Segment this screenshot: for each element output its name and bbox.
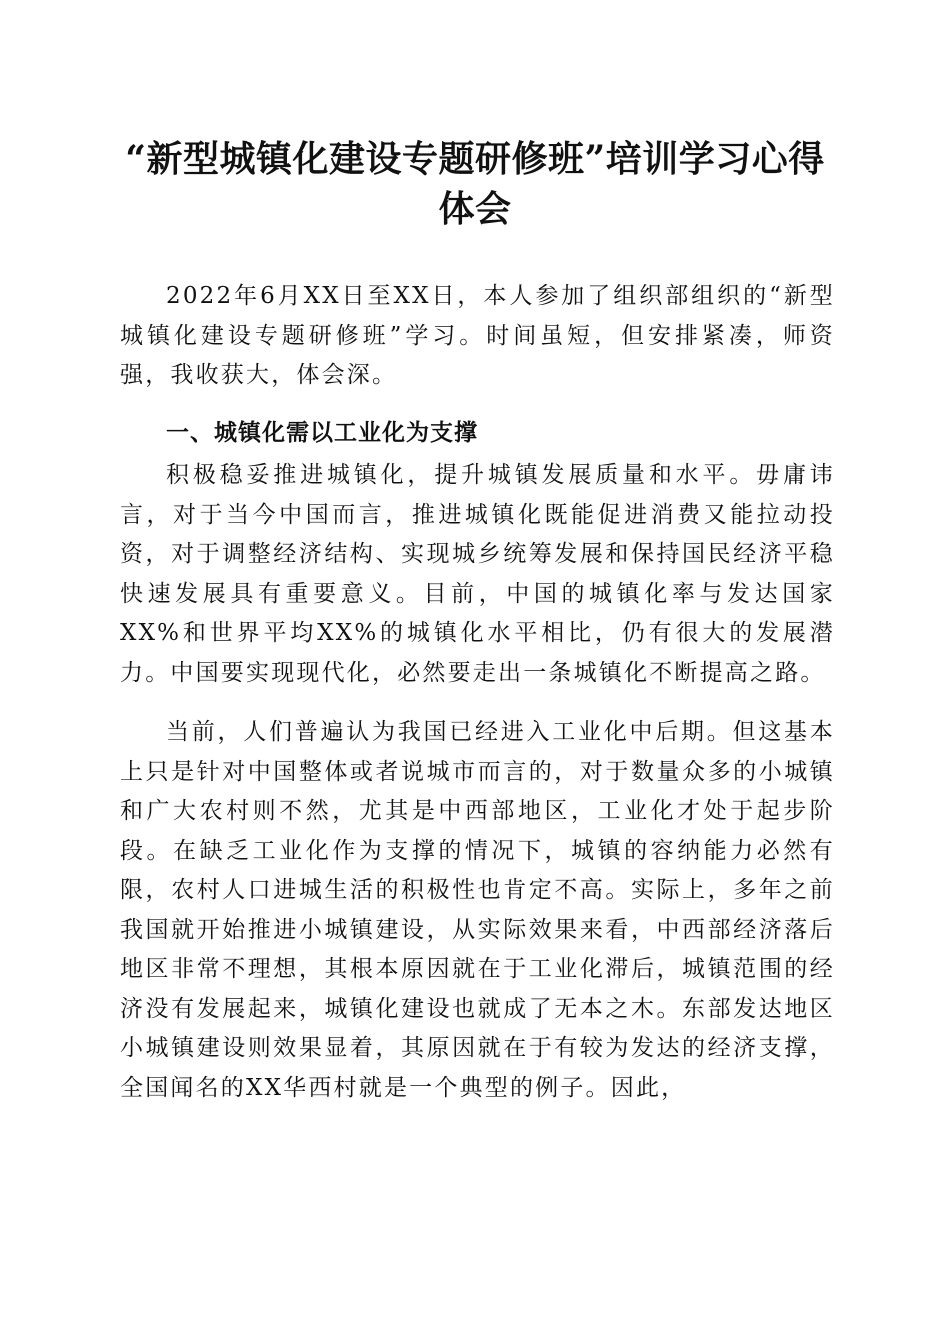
document-title: “新型城镇化建设专题研修班”培训学习心得体会	[125, 138, 825, 230]
section-heading: 一、城镇化需以工业化为支撑	[166, 420, 478, 446]
body-paragraph: 积极稳妥推进城镇化，提升城镇发展质量和水平。毋庸讳言，对于当今中国而言，推进城镇化既能促进消费又能拉动投资，对于调整经济结构、实现城乡统筹发展和保持国民经济平稳快速发展具有重要意义。目前，中国的城镇化率与发达国家XX%和世界平均XX%的城镇化水平相比，仍有很大的发展潜力。中国要实现现代化，必然要走出一条城镇化不断提高之路。	[120, 462, 835, 686]
body-paragraph: 当前，人们普遍认为我国已经进入工业化中后期。但这基本上只是针对中国整体或者说城市而言的，对于数量众多的小城镇和广大农村则不然，尤其是中西部地区，工业化才处于起步阶段。在缺乏工业化作为支撑的情况下，城镇的容纳能力必然有限，农村人口进城生活的积极性也肯定不高。实际上，多年之前我国就开始推进小城镇建设，从实际效果来看，中西部经济落后地区非常不理想，其根本原因就在于工业化滞后，城镇范围的经济没有发展起来，城镇化建设也就成了无本之木。东部发达地区小城镇建设则效果显着，其原因就在于有较为发达的经济支撑，全国闻名的XX华西村就是一个典型的例子。因此，	[120, 719, 835, 1101]
intro-paragraph: 2022年6月XX日至XX日，本人参加了组织部组织的“新型城镇化建设专题研修班”学习。时间虽短，但安排紧凑，师资强，我收获大，体会深。	[120, 283, 835, 388]
